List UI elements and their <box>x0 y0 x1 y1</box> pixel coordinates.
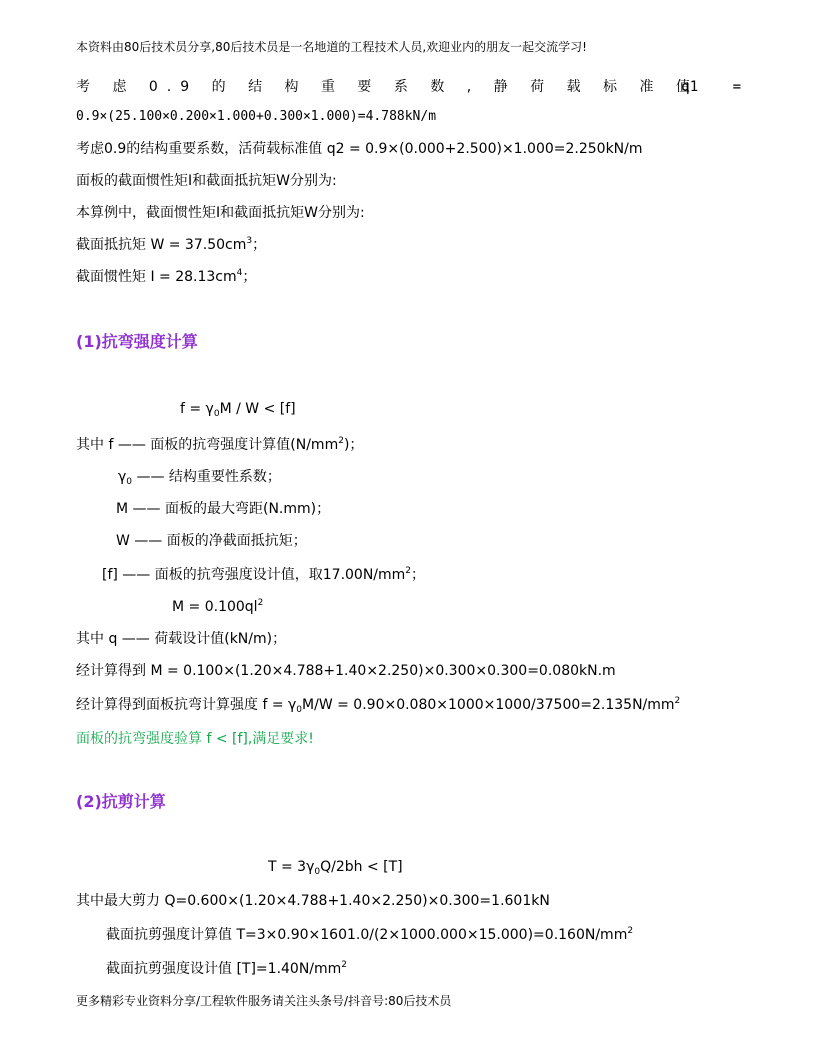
q1-line <box>76 78 741 96</box>
shear-design: 截面抗剪强度设计值 $[T]=1.40N/mm^2$ <box>106 960 348 977</box>
def-f-design: [f] —— 面板的抗弯强度设计值，取$17.00N/mm^2$； <box>102 566 426 583</box>
max-shear-Q: 其中最大剪力 Q=0.600×(1.20×4.788+1.40×2.250)×0.300=1.601kN <box>76 893 550 909</box>
def-W: W —— 面板的净截面抵抗矩； <box>116 533 307 549</box>
section-intro-2: 本算例中，截面惯性矩I和截面抵抗矩W分别为: <box>76 205 365 221</box>
section-intro-1: 面板的截面惯性矩I和截面抵抗矩W分别为: <box>76 173 337 189</box>
shear-calc: 截面抗剪强度计算值 $T=3\times 0.90\times 1601.0/(2\times 1000.000\times 15.000)=0.160N/mm^2$ <box>106 926 634 943</box>
calc-f: 经计算得到面板抗弯计算强度 $f = \gamma_0M/W = 0.90\times 0.080\times 1000\times 1000/37500=2.135N/mm^2$ <box>76 696 681 715</box>
moment-of-inertia-I: 截面惯性矩 $I = 28.13cm^4$； <box>76 268 257 285</box>
def-gamma0: $\gamma_0$ —— 结构重要性系数； <box>118 469 281 487</box>
def-q: 其中 q —— 荷载设计值(kN/m)； <box>76 631 287 647</box>
bending-check-result: 面板的抗弯强度验算 f < [f],满足要求! <box>76 731 314 747</box>
bending-formula: $f = \gamma_0M / W < [f]$ <box>180 401 296 419</box>
calc-M: 经计算得到 M = 0.100×(1.20×4.788+1.40×2.250)×0.300×0.300=0.080kN.m <box>76 663 616 679</box>
section-modulus-W: 截面抵抗矩 $W = 37.50cm^3$； <box>76 236 267 253</box>
q2-line: 考虑0.9的结构重要系数，活荷载标准值 q2 = 0.9×(0.000+2.500)×1.000=2.250kN/m <box>76 141 643 157</box>
q1-label: 考 虑 0.9 的 结 构 重 要 系 数 , 静 荷 载 标 准 值 <box>76 79 699 95</box>
shear-formula: $T = 3\gamma_0Q/2bh < [T]$ <box>268 859 403 877</box>
q1-eq: q1 = <box>681 79 741 95</box>
section1-title: (1)抗弯强度计算 <box>76 332 198 351</box>
def-M: M —— 面板的最大弯距(N.mm)； <box>116 501 331 517</box>
M-equation: $M = 0.100ql^2$ <box>172 598 264 615</box>
page-footer: 更多精彩专业资料分享/工程软件服务请关注头条号/抖音号:80后技术员 <box>76 994 452 1008</box>
section2-title: (2)抗剪计算 <box>76 792 166 811</box>
page-header: 本资料由80后技术员分享,80后技术员是一名地道的工程技术人员,欢迎业内的朋友一起交流学习! <box>76 40 587 54</box>
q1-formula: 0.9×(25.100×0.200×1.000+0.300×1.000)=4.788kN/m <box>76 109 437 124</box>
def-f: 其中 f —— 面板的抗弯强度计算值$(N/mm^2)$； <box>76 436 364 453</box>
